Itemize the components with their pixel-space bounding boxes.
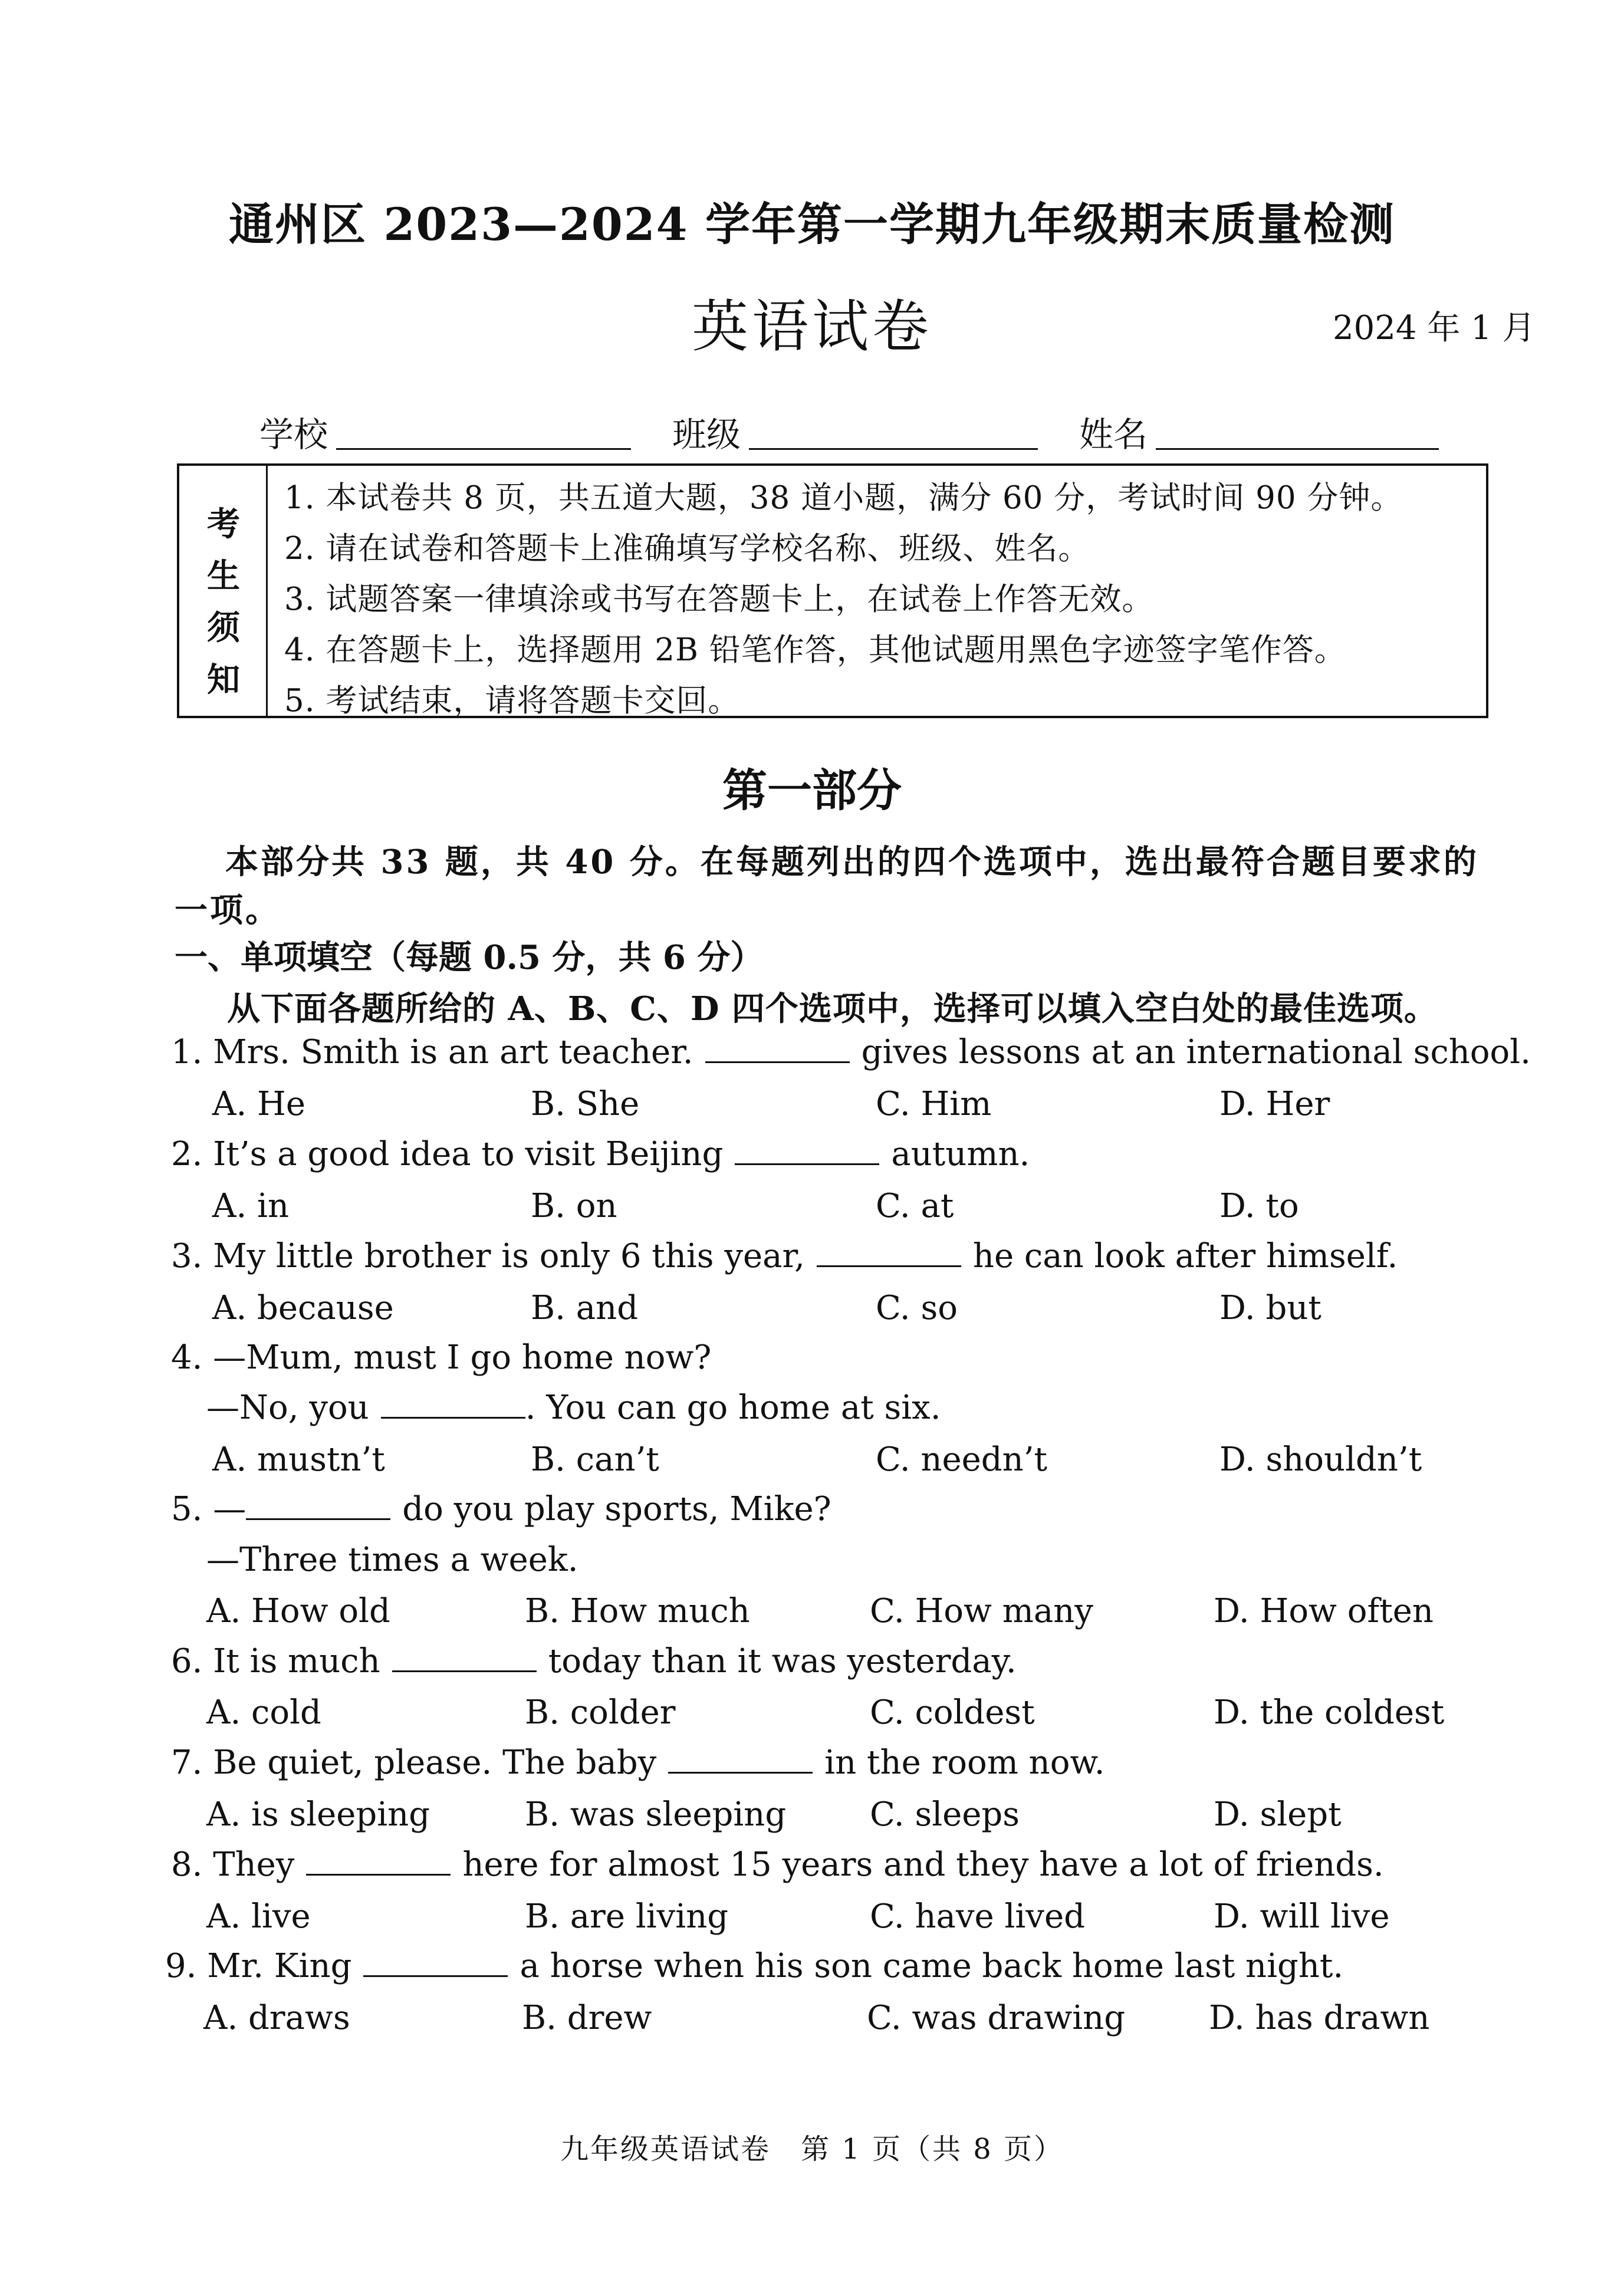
option-a[interactable]: A. mustn’t xyxy=(212,1440,385,1479)
notice-label-char: 生 xyxy=(207,557,240,596)
option-c[interactable]: C. Him xyxy=(876,1085,992,1123)
option-b[interactable]: B. How much xyxy=(525,1592,750,1630)
question-5-line2: —Three times a week. xyxy=(206,1541,578,1579)
answer-blank[interactable] xyxy=(246,1506,390,1520)
notice-label-char: 考 xyxy=(207,505,240,544)
answer-blank[interactable] xyxy=(817,1254,961,1267)
option-d[interactable]: D. the coldest xyxy=(1214,1693,1445,1732)
notice-item: 2. 请在试卷和答题卡上准确填写学校名称、班级、姓名。 xyxy=(284,531,1090,567)
option-c[interactable]: C. was drawing xyxy=(867,1999,1126,2037)
notice-item: 3. 试题答案一律填涂或书写在答题卡上，在试卷上作答无效。 xyxy=(284,581,1154,617)
class-field[interactable] xyxy=(749,448,1038,450)
option-b[interactable]: B. She xyxy=(531,1085,640,1123)
question-7: 7. Be quiet, please. The baby in the room now. xyxy=(171,1744,1105,1782)
notice-item: 5. 考试结束，请将答题卡交回。 xyxy=(284,683,740,719)
option-a[interactable]: A. draws xyxy=(203,1999,350,2037)
question-4-line2: —No, you . You can go home at six. xyxy=(206,1389,941,1427)
question-9: 9. Mr. King a horse when his son came back home last night. xyxy=(165,1947,1344,1985)
option-c[interactable]: C. so xyxy=(876,1289,958,1327)
name-field[interactable] xyxy=(1156,448,1439,450)
notice-box xyxy=(177,463,1488,718)
part-intro-line1: 本部分共 33 题，共 40 分。在每题列出的四个选项中，选出最符合题目要求的 xyxy=(225,843,1479,881)
section-title: 一、单项填空（每题 0.5 分，共 6 分） xyxy=(175,938,764,977)
question-3: 3. My little brother is only 6 this year, he can look after himself. xyxy=(171,1237,1398,1275)
exam-title: 通州区 2023—2024 学年第一学期九年级期末质量检测 xyxy=(229,198,1395,251)
option-b[interactable]: B. was sleeping xyxy=(525,1795,787,1834)
option-d[interactable]: D. Her xyxy=(1219,1085,1330,1123)
option-c[interactable]: C. at xyxy=(876,1187,954,1225)
answer-blank[interactable] xyxy=(306,1862,451,1876)
class-label: 班级 xyxy=(672,415,741,455)
option-b[interactable]: B. can’t xyxy=(531,1440,659,1479)
option-d[interactable]: D. to xyxy=(1219,1187,1299,1225)
answer-blank[interactable] xyxy=(668,1760,813,1774)
option-a[interactable]: A. He xyxy=(212,1085,306,1123)
option-c[interactable]: C. coldest xyxy=(870,1693,1035,1732)
school-label: 学校 xyxy=(259,415,328,455)
option-c[interactable]: C. needn’t xyxy=(876,1440,1048,1479)
notice-item: 4. 在答题卡上，选择题用 2B 铅笔作答，其他试题用黑色字迹签字笔作答。 xyxy=(284,632,1346,668)
option-c[interactable]: C. How many xyxy=(870,1592,1093,1630)
answer-blank[interactable] xyxy=(705,1050,850,1063)
option-d[interactable]: D. slept xyxy=(1214,1795,1342,1834)
exam-date: 2024 年 1 月 xyxy=(1333,309,1536,347)
exam-subtitle: 英语试卷 xyxy=(692,294,932,360)
option-b[interactable]: B. drew xyxy=(522,1999,652,2037)
option-d[interactable]: D. but xyxy=(1219,1289,1321,1327)
question-6: 6. It is much today than it was yesterday. xyxy=(171,1642,1017,1680)
question-5: 5. — do you play sports, Mike? xyxy=(171,1490,831,1528)
notice-label-char: 须 xyxy=(207,608,240,647)
option-d[interactable]: D. shouldn’t xyxy=(1219,1440,1422,1479)
option-a[interactable]: A. is sleeping xyxy=(206,1795,430,1834)
question-4: 4. —Mum, must I go home now? xyxy=(171,1338,712,1377)
answer-blank[interactable] xyxy=(381,1405,525,1419)
option-d[interactable]: D. has drawn xyxy=(1209,1999,1430,2037)
question-2: 2. It’s a good idea to visit Beijing autumn. xyxy=(171,1135,1030,1173)
answer-blank[interactable] xyxy=(363,1963,508,1977)
option-a[interactable]: A. in xyxy=(212,1187,290,1225)
option-b[interactable]: B. and xyxy=(531,1289,639,1327)
option-b[interactable]: B. on xyxy=(531,1187,617,1225)
question-8: 8. They here for almost 15 years and they have a lot of friends. xyxy=(171,1846,1384,1884)
notice-label-column xyxy=(179,466,268,716)
option-d[interactable]: D. How often xyxy=(1214,1592,1434,1630)
option-c[interactable]: C. have lived xyxy=(870,1897,1085,1936)
option-b[interactable]: B. are living xyxy=(525,1897,729,1936)
school-field[interactable] xyxy=(336,448,631,450)
notice-label-char: 知 xyxy=(207,660,240,699)
option-d[interactable]: D. will live xyxy=(1214,1897,1390,1936)
question-1: 1. Mrs. Smith is an art teacher. gives lessons at an international school. xyxy=(171,1033,1531,1071)
part-intro-line2: 一项。 xyxy=(175,891,281,930)
notice-item: 1. 本试卷共 8 页，共五道大题，38 道小题，满分 60 分，考试时间 90 分钟。 xyxy=(284,480,1403,516)
option-a[interactable]: A. live xyxy=(206,1897,311,1936)
answer-blank[interactable] xyxy=(735,1152,879,1165)
option-b[interactable]: B. colder xyxy=(525,1693,676,1732)
option-a[interactable]: A. cold xyxy=(206,1693,321,1732)
section-instruction: 从下面各题所给的 A、B、C、D 四个选项中，选择可以填入空白处的最佳选项。 xyxy=(227,989,1438,1028)
part-title: 第一部分 xyxy=(722,764,902,817)
option-a[interactable]: A. How old xyxy=(206,1592,390,1630)
option-a[interactable]: A. because xyxy=(212,1289,394,1327)
name-label: 姓名 xyxy=(1079,415,1148,455)
page-footer: 九年级英语试卷 第 1 页（共 8 页） xyxy=(560,2133,1064,2166)
answer-blank[interactable] xyxy=(392,1659,537,1672)
option-c[interactable]: C. sleeps xyxy=(870,1795,1020,1834)
